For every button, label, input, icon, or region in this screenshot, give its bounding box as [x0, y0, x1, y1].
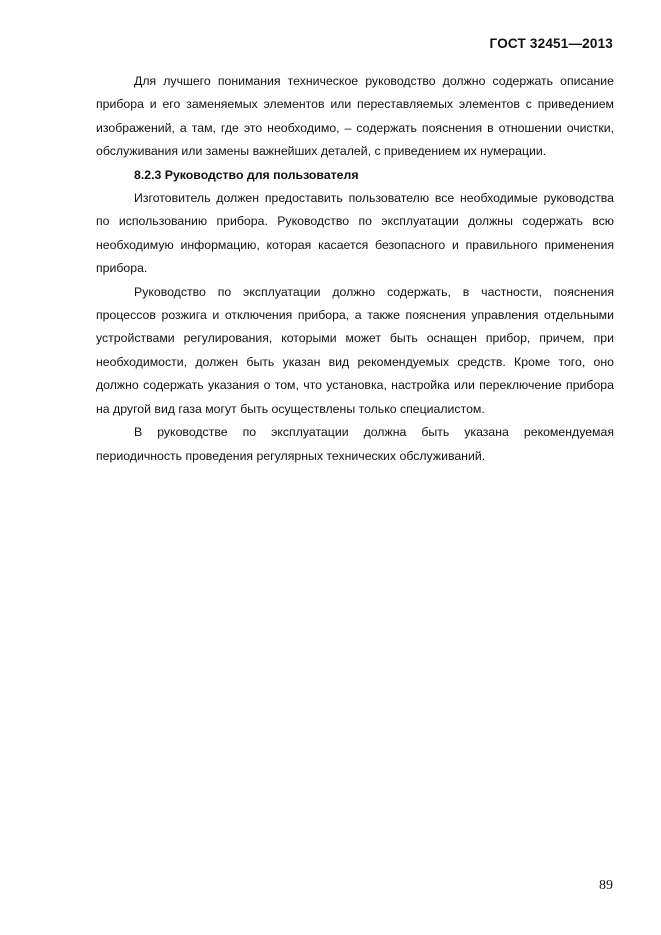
- section-heading: 8.2.3 Руководство для пользователя: [134, 167, 359, 182]
- paragraph-2: Изготовитель должен предоставить пользователю все необходимые руководства по использованию прибора. Руководство по эксплуатации должны содержать всю необходимую информацию, которая касается безопасного и правильного применения прибора.: [96, 191, 614, 276]
- paragraph-1: Для лучшего понимания техническое руководство должно содержать описание прибора и его заменяемых элементов или переставляемых элементов с приведением изображений, а там, где это необходимо, – содержать пояснения в отношении очистки, обслуживания или замены важнейших деталей, с приведением их нумерации.: [96, 74, 614, 159]
- paragraph-4: В руководстве по эксплуатации должна быть указана рекомендуемая периодичность проведения регулярных технических обслуживаний.: [96, 425, 614, 463]
- page-number: 89: [599, 878, 613, 893]
- body-text: [96, 70, 614, 468]
- document-code: ГОСТ 32451—2013: [489, 36, 613, 51]
- paragraph-3: Руководство по эксплуатации должно содержать, в частности, пояснения процессов розжига и отключения прибора, а также пояснения управления отдельными устройствами регулирования, которыми может быть оснащен прибор, причем, при необходимости, должен быть указан вид рекомендуемых средств. Кроме того, оно должно содержать указания о том, что установка, настройка или переключение прибора на другой вид газа могут быть осуществлены только специалистом.: [96, 284, 614, 416]
